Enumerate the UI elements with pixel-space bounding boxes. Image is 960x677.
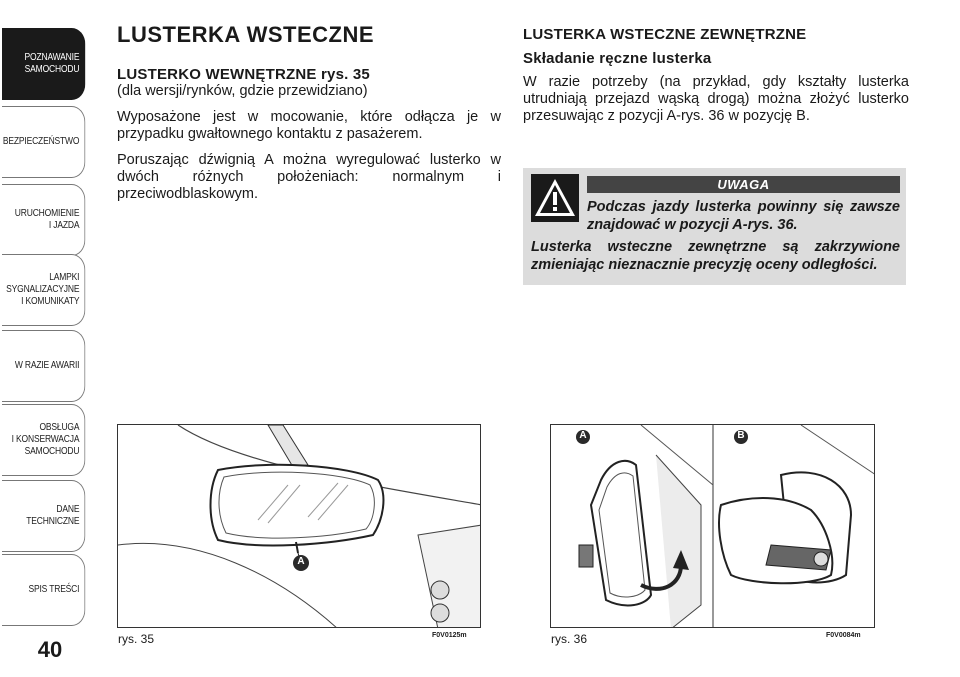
figure-code: F0V0084m xyxy=(826,632,861,639)
tab-w-razie-awarii[interactable] xyxy=(2,330,85,402)
position-label-b: B xyxy=(737,430,745,441)
tab-spis-tresci[interactable] xyxy=(2,554,85,626)
position-label-a: A xyxy=(579,430,587,441)
figure-code: F0V0125m xyxy=(432,632,467,639)
paragraph: W razie potrzeby (na przykład, gdy kształty lusterka utrudniają przejazd wąską drogą) można złożyć lusterko przesuwając z pozycji A-rys. 36 w pozycję B. xyxy=(523,74,909,124)
tab-label: I JAZDA xyxy=(48,220,80,231)
warning-header: UWAGA xyxy=(587,176,900,193)
tab-lampki-sygnalizacyjne[interactable] xyxy=(2,254,85,326)
subsection-title: Składanie ręczne lusterka xyxy=(523,50,712,67)
tab-uruchomienie-i-jazda[interactable] xyxy=(2,184,85,256)
subsection-title: LUSTERKO WEWNĘTRZNE rys. 35 xyxy=(117,66,370,83)
page-number: 40 xyxy=(37,637,63,662)
lever-label-a: A xyxy=(297,556,305,567)
section-title: LUSTERKA WSTECZNE ZEWNĘTRZNE xyxy=(523,26,807,43)
figure-caption: rys. 36 xyxy=(551,632,588,646)
tab-label: DANE xyxy=(56,504,80,515)
tab-obsluga-i-konserwacja[interactable] xyxy=(2,404,85,476)
exterior-mirror-illustration xyxy=(551,425,875,628)
section-title: LUSTERKA WSTECZNE xyxy=(117,22,375,47)
warning-text: Lusterka wsteczne zewnętrzne są zakrzywione zmieniając nieznacznie precyzję oceny odległości. xyxy=(531,239,900,273)
tab-label: LAMPKI xyxy=(49,272,80,283)
tab-dane-techniczne[interactable] xyxy=(2,480,85,552)
tab-bezpieczenstwo[interactable] xyxy=(2,106,85,178)
tab-label: SYGNALIZACYJNE xyxy=(6,284,80,295)
tab-label: W RAZIE AWARII xyxy=(14,360,80,371)
paragraph: Poruszając dźwignią A można wyregulować lusterko w dwóch różnych położeniach: normalnym i przeciwodblaskowym. xyxy=(117,152,501,202)
tab-label: BEZPIECZEŃSTWO xyxy=(2,136,80,147)
figure-36-exterior-mirror xyxy=(550,424,875,628)
tab-label: SAMOCHODU xyxy=(24,64,80,75)
warning-triangle-icon xyxy=(531,174,579,222)
tab-label: I KONSERWACJA xyxy=(11,434,80,445)
right-column xyxy=(523,26,909,125)
tab-label: SPIS TREŚCI xyxy=(28,584,80,595)
figure-35-interior-mirror xyxy=(117,424,481,628)
tab-label: OBSŁUGA xyxy=(39,422,80,433)
tab-label: SAMOCHODU xyxy=(24,446,80,457)
paragraph: Wyposażone jest w mocowanie, które odłącza je w przypadku gwałtownego kontaktu z pasażerem. xyxy=(117,109,501,142)
tab-poznawanie-samochodu[interactable] xyxy=(2,28,85,100)
interior-mirror-illustration xyxy=(118,425,481,628)
tab-label: URUCHOMIENIE xyxy=(14,208,80,219)
tab-label: I KOMUNIKATY xyxy=(21,296,80,307)
tab-label: TECHNICZNE xyxy=(26,516,80,527)
availability-note: (dla wersji/rynków, gdzie przewidziano) xyxy=(117,83,368,99)
warning-text: Podczas jazdy lusterka powinny się zawsze znajdować w pozycji A-rys. 36. xyxy=(587,199,900,233)
figure-caption: rys. 35 xyxy=(118,632,155,646)
tab-label: POZNAWANIE xyxy=(24,52,80,63)
warning-box xyxy=(523,168,906,285)
left-column xyxy=(117,22,501,203)
